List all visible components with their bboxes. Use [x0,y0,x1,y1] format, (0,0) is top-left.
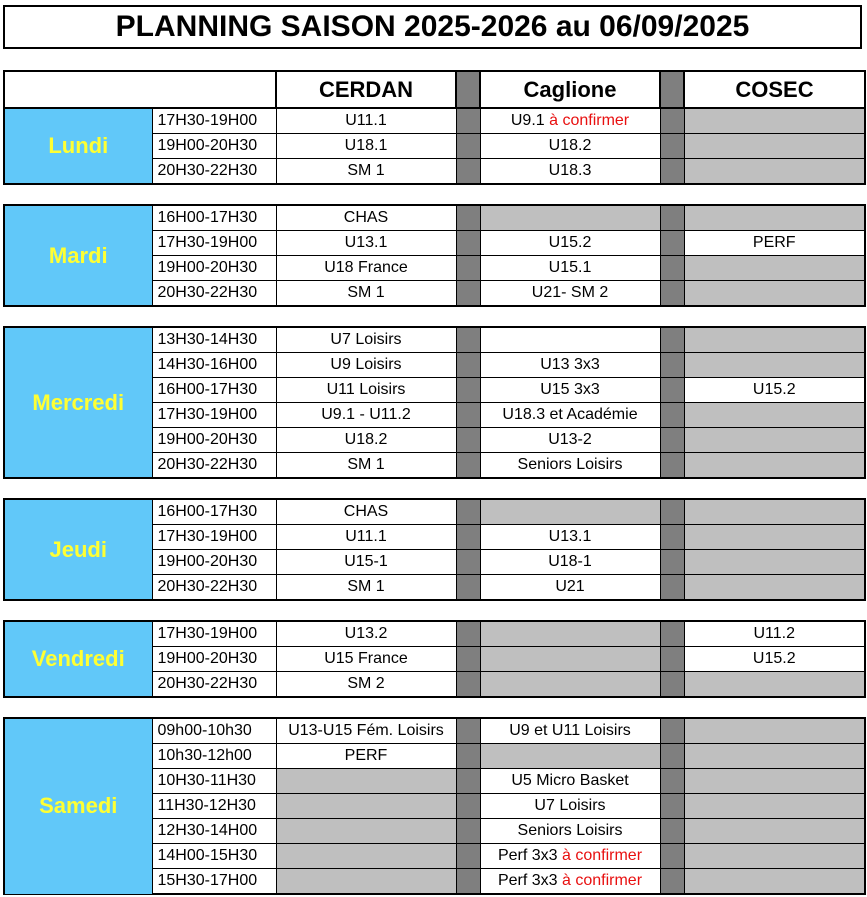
time-slot: 17H30-19H00 [152,108,276,134]
column-separator [660,499,684,525]
caglione-cell [480,647,660,672]
column-separator [660,575,684,601]
caglione-cell [480,428,660,453]
column-separator [456,134,480,159]
column-separator [456,575,480,601]
day-label: Mercredi [4,327,152,478]
caglione-cell [480,205,660,231]
column-separator [660,256,684,281]
column-separator [456,378,480,403]
day-label: Lundi [4,108,152,184]
column-separator [660,794,684,819]
caglione-text: U15.1 [548,259,592,276]
caglione-cell [480,231,660,256]
column-separator [456,205,480,231]
caglione-text: U5 Micro Basket [511,772,629,789]
schedule-row [4,108,865,134]
cosec-cell: PERF [684,231,865,256]
cerdan-cell: U11.1 [276,108,456,134]
day-label: Jeudi [4,499,152,600]
cosec-cell [684,718,865,744]
cerdan-cell: U9 Loisirs [276,353,456,378]
gap-cell [4,600,865,621]
day-gap [4,697,865,718]
caglione-cell [480,869,660,895]
column-separator [660,550,684,575]
column-separator [456,869,480,895]
column-separator [660,647,684,672]
time-slot: 19H00-20H30 [152,647,276,672]
time-slot: 15H30-17H00 [152,869,276,895]
cerdan-cell [276,794,456,819]
column-separator [456,499,480,525]
caglione-cell [480,403,660,428]
cosec-cell [684,108,865,134]
day-gap [4,478,865,499]
column-separator [660,403,684,428]
caglione-cell [480,844,660,869]
column-separator [660,428,684,453]
column-separator [660,134,684,159]
caglione-text: Seniors Loisirs [517,456,623,473]
time-slot: 19H00-20H30 [152,256,276,281]
cosec-cell [684,428,865,453]
caglione-text: U13.1 [548,528,592,545]
caglione-text: U13-2 [548,431,592,448]
time-slot: 20H30-22H30 [152,159,276,185]
caglione-text: U21- SM 2 [531,284,609,301]
column-separator [456,647,480,672]
caglione-text: U18-1 [548,553,592,570]
caglione-cell [480,672,660,698]
caglione-cell [480,744,660,769]
column-separator [456,71,480,108]
caglione-text: U18.2 [548,137,592,154]
to-confirm-note: à confirmer [562,847,643,864]
cosec-cell [684,159,865,185]
cerdan-cell: CHAS [276,205,456,231]
caglione-cell [480,378,660,403]
column-separator [456,844,480,869]
header-cerdan: CERDAN [276,71,456,108]
cerdan-cell [276,869,456,895]
caglione-text: U9.1 [510,112,550,129]
caglione-cell [480,718,660,744]
column-separator [456,403,480,428]
header-row [4,71,865,108]
cosec-cell [684,744,865,769]
header-caglione: Caglione [480,71,660,108]
cosec-cell [684,327,865,353]
cosec-cell [684,769,865,794]
cerdan-cell: U7 Loisirs [276,327,456,353]
caglione-text: U18.3 [548,162,592,179]
cosec-cell [684,403,865,428]
column-separator [660,453,684,479]
cosec-cell [684,205,865,231]
column-separator [456,231,480,256]
cerdan-cell: SM 2 [276,672,456,698]
time-slot: 19H00-20H30 [152,428,276,453]
caglione-cell [480,134,660,159]
cerdan-cell: U13.1 [276,231,456,256]
caglione-cell [480,794,660,819]
cosec-cell [684,453,865,479]
column-separator [660,108,684,134]
column-separator [660,718,684,744]
cosec-cell [684,353,865,378]
time-slot: 20H30-22H30 [152,672,276,698]
cerdan-cell: U13.2 [276,621,456,647]
column-separator [456,159,480,185]
caglione-text: U15 3x3 [540,381,600,398]
cosec-cell [684,869,865,895]
caglione-text: Seniors Loisirs [517,822,623,839]
column-separator [660,231,684,256]
cerdan-cell: U15-1 [276,550,456,575]
cerdan-cell: U15 France [276,647,456,672]
cosec-cell [684,844,865,869]
caglione-cell [480,256,660,281]
column-separator [660,672,684,698]
cosec-cell [684,819,865,844]
cosec-cell [684,575,865,601]
cerdan-cell: U18 France [276,256,456,281]
column-separator [456,428,480,453]
column-separator [456,281,480,307]
gap-cell [4,184,865,205]
day-label: Mardi [4,205,152,306]
schedule-table [3,70,866,895]
time-slot: 14H00-15H30 [152,844,276,869]
column-separator [456,819,480,844]
caglione-text: U18.3 et Académie [502,406,638,423]
column-separator [660,769,684,794]
cosec-cell [684,134,865,159]
caglione-cell [480,108,660,134]
caglione-cell [480,621,660,647]
column-separator [456,550,480,575]
column-separator [660,353,684,378]
time-slot: 19H00-20H30 [152,134,276,159]
cerdan-cell: CHAS [276,499,456,525]
cerdan-cell: U11 Loisirs [276,378,456,403]
time-slot: 12H30-14H00 [152,819,276,844]
cosec-cell [684,256,865,281]
cerdan-cell: SM 1 [276,453,456,479]
column-separator [456,672,480,698]
day-gap [4,184,865,205]
time-slot: 16H00-17H30 [152,378,276,403]
cerdan-cell: SM 1 [276,281,456,307]
schedule-row [4,205,865,231]
caglione-text: Perf 3x3 [497,847,562,864]
cerdan-cell [276,844,456,869]
column-separator [456,327,480,353]
gap-cell [4,478,865,499]
gap-cell [4,697,865,718]
header-cosec: COSEC [684,71,865,108]
caglione-text: U7 Loisirs [534,797,606,814]
cerdan-cell [276,769,456,794]
column-separator [456,744,480,769]
caglione-cell [480,327,660,353]
caglione-cell [480,353,660,378]
column-separator [456,108,480,134]
cerdan-cell: U18.2 [276,428,456,453]
header-blank [4,71,276,108]
day-gap [4,306,865,327]
column-separator [660,159,684,185]
cerdan-cell: U9.1 - U11.2 [276,403,456,428]
cosec-cell: U15.2 [684,647,865,672]
cerdan-cell: SM 1 [276,159,456,185]
column-separator [456,353,480,378]
caglione-cell [480,769,660,794]
caglione-text: U21 [555,578,585,595]
time-slot: 20H30-22H30 [152,281,276,307]
time-slot: 16H00-17H30 [152,205,276,231]
column-separator [660,819,684,844]
gap-cell [4,306,865,327]
day-gap [4,600,865,621]
column-separator [456,453,480,479]
column-separator [660,71,684,108]
cerdan-cell: U13-U15 Fém. Loisirs [276,718,456,744]
time-slot: 09h00-10h30 [152,718,276,744]
column-separator [660,844,684,869]
caglione-cell [480,819,660,844]
column-separator [660,378,684,403]
caglione-text: U9 et U11 Loisirs [509,722,631,739]
day-label: Samedi [4,718,152,894]
time-slot: 17H30-19H00 [152,621,276,647]
schedule-row [4,499,865,525]
caglione-cell [480,575,660,601]
column-separator [660,281,684,307]
cosec-cell [684,672,865,698]
to-confirm-note: à confirmer [549,112,630,129]
column-separator [456,718,480,744]
time-slot: 17H30-19H00 [152,403,276,428]
caglione-text: U15.2 [548,234,592,251]
cerdan-cell: SM 1 [276,575,456,601]
column-separator [660,327,684,353]
time-slot: 13H30-14H30 [152,327,276,353]
page-title: PLANNING SAISON 2025-2026 au 06/09/2025 [3,5,862,49]
column-separator [660,869,684,895]
time-slot: 17H30-19H00 [152,525,276,550]
time-slot: 19H00-20H30 [152,550,276,575]
to-confirm-note: à confirmer [562,872,643,889]
time-slot: 20H30-22H30 [152,575,276,601]
time-slot: 11H30-12H30 [152,794,276,819]
cosec-cell [684,499,865,525]
time-slot: 10H30-11H30 [152,769,276,794]
cerdan-cell: U18.1 [276,134,456,159]
column-separator [456,769,480,794]
column-separator [456,525,480,550]
column-separator [660,205,684,231]
column-separator [456,621,480,647]
cosec-cell: U11.2 [684,621,865,647]
time-slot: 10h30-12h00 [152,744,276,769]
caglione-cell [480,499,660,525]
cerdan-cell [276,819,456,844]
caglione-cell [480,453,660,479]
time-slot: 20H30-22H30 [152,453,276,479]
column-separator [660,621,684,647]
cosec-cell [684,794,865,819]
schedule-row [4,718,865,744]
schedule-row [4,621,865,647]
time-slot: 16H00-17H30 [152,499,276,525]
caglione-cell [480,159,660,185]
time-slot: 14H30-16H00 [152,353,276,378]
time-slot: 17H30-19H00 [152,231,276,256]
caglione-cell [480,550,660,575]
cerdan-cell: U11.1 [276,525,456,550]
cosec-cell: U15.2 [684,378,865,403]
cerdan-cell: PERF [276,744,456,769]
caglione-cell [480,281,660,307]
cosec-cell [684,550,865,575]
cosec-cell [684,525,865,550]
schedule-row [4,327,865,353]
column-separator [660,525,684,550]
caglione-text: Perf 3x3 [497,872,562,889]
caglione-text: U13 3x3 [540,356,600,373]
column-separator [456,256,480,281]
column-separator [660,744,684,769]
cosec-cell [684,281,865,307]
day-label: Vendredi [4,621,152,697]
column-separator [456,794,480,819]
caglione-cell [480,525,660,550]
